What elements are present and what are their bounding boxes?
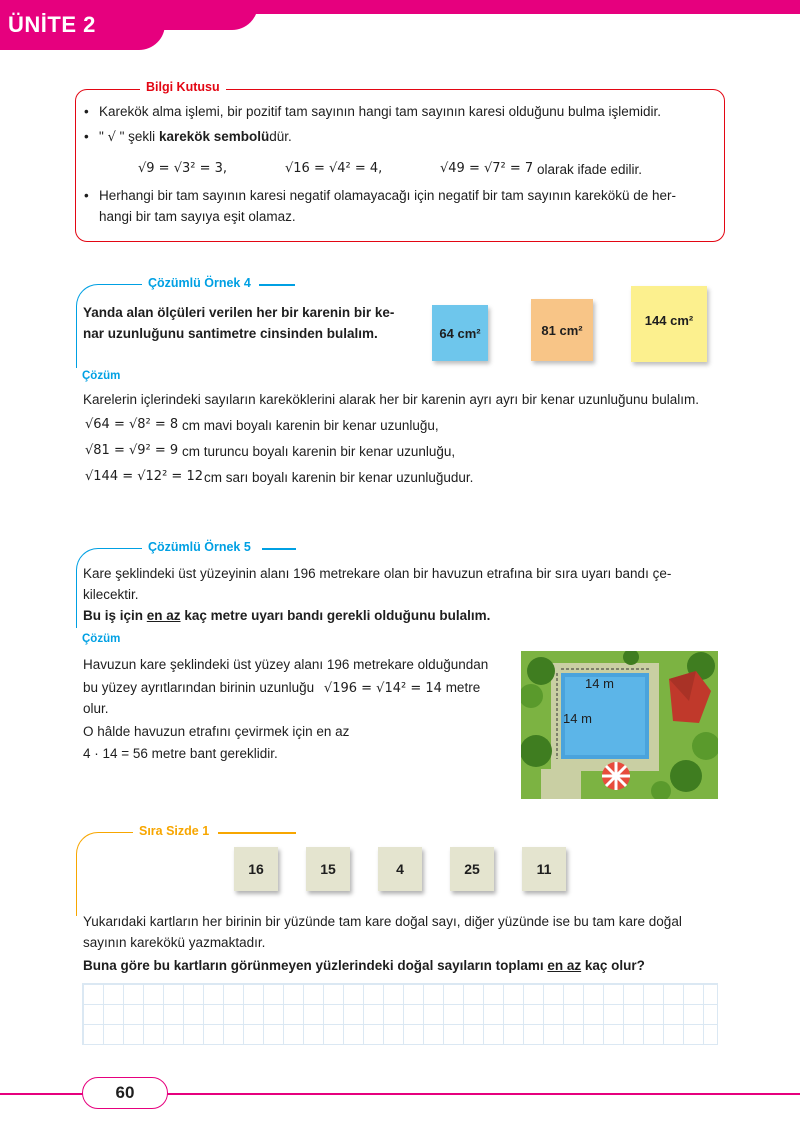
example4-question — [83, 302, 423, 344]
card-1-value: 16 — [248, 861, 264, 877]
square-81 — [531, 299, 593, 361]
footer-line-left — [0, 1093, 84, 1095]
info-bullet-3-line1: Herhangi bir tam sayının karesi negatif olamayacağı için negatif bir tam sayının karekökü de her- — [99, 188, 677, 203]
pool-svg — [521, 651, 718, 799]
info-example-2: √16 = √4² = 4, — [285, 161, 383, 176]
card-2-value: 15 — [320, 861, 336, 877]
info-example-3: √49 = √7² = 7 — [440, 161, 534, 176]
example4-step1-math: √64 = √8² = 8 — [85, 417, 179, 432]
info-bullet-1-text: Karekök alma işlemi, bir pozitif tam sayının hangi tam sayının karesi olduğunu bulma işlemidir. — [99, 104, 662, 119]
sira-sizde-title: Sıra Sizde 1 — [133, 824, 215, 838]
info-box-title: Bilgi Kutusu — [140, 80, 226, 94]
info-bullet-3: • Herhangi bir tam sayının karesi negatif olamayacağı için negatif bir tam sayının karekökü de her- hangi bir tam sayıya eşit olamaz. — [84, 188, 677, 224]
example4-step2-text: cm turuncu boyalı karenin bir kenar uzunluğu, — [182, 444, 456, 459]
example5-bold-post: kaç metre uyarı bandı gerekli olduğunu bulalım. — [184, 608, 491, 623]
card-3 — [378, 847, 422, 891]
info-bullet-3-line2: hangi bir tam sayıya eşit olamaz. — [99, 209, 296, 224]
example4-solution-label: Çözüm — [82, 370, 121, 382]
example5-solution-line4: O hâlde havuzun etrafını çevirmek için en az — [83, 724, 350, 739]
example4-title: Çözümlü Örnek 4 — [142, 276, 257, 290]
example5-bold-underlined: en az — [146, 608, 181, 623]
example5-question-line1: Kare şeklindeki üst yüzeyinin alanı 196 metrekare olan bir havuzun etrafına bir sıra uyarı bandı çe- — [83, 566, 672, 581]
sira-sizde-line1: Yukarıdaki kartların her birinin bir yüzünde tam kare doğal sayı, diğer yüzünde ise bu tam kare doğal — [83, 914, 682, 929]
example4-step1-text: cm mavi boyalı karenin bir kenar uzunluğu, — [182, 418, 439, 433]
pool-illustration — [521, 651, 718, 799]
example4-step3-math: √144 = √12² = 12 — [85, 469, 203, 484]
example5-question-bold — [83, 605, 490, 626]
square-64-label: 64 cm² — [439, 325, 481, 341]
example5-solution-label: Çözüm — [82, 633, 121, 645]
quote-open: " — [99, 129, 104, 144]
sira-sizde-line2: sayının karekökü yazmaktadır. — [83, 935, 266, 950]
info-bullet-2-bold: karekök sembolü — [158, 129, 270, 144]
info-bullet-2-post: dür. — [269, 129, 292, 144]
example4-step2-math: √81 = √9² = 9 — [85, 443, 179, 458]
info-example-1: √9 = √3² = 3, — [138, 161, 228, 176]
example5-title-tail — [262, 548, 296, 550]
square-64 — [432, 305, 488, 361]
example5-solution-line5: 4 · 14 = 56 metre bant gereklidir. — [83, 746, 278, 761]
card-5-value: 11 — [536, 861, 552, 877]
sira-sizde-curve — [76, 832, 146, 916]
example5-line2-post: metre — [445, 680, 481, 695]
card-1 — [234, 847, 278, 891]
card-4-value: 25 — [464, 861, 480, 877]
square-144-label: 144 cm² — [644, 313, 694, 328]
page-number: 60 — [115, 1083, 135, 1102]
sira-sizde-question — [83, 955, 645, 976]
sqrt-symbol: √ — [107, 130, 116, 145]
sira-sizde-q-pre: Buna göre bu kartların görünmeyen yüzlerindeki doğal sayıların toplamı — [83, 958, 544, 973]
example5-solution-line3: olur. — [83, 701, 109, 716]
example5-question-line2: kilecektir. — [83, 587, 139, 602]
square-144 — [631, 286, 707, 362]
info-bullet-2: • " √ " şekli karekök sembolüdür. — [84, 129, 292, 145]
pool-side-length: 14 m — [563, 711, 592, 726]
unit-tab-extension — [150, 0, 258, 30]
sira-sizde-q-post: kaç olur? — [584, 958, 645, 973]
example5-solution-line1: Havuzun kare şeklindeki üst yüzey alanı 196 metrekare olduğundan — [83, 657, 489, 672]
sira-sizde-title-tail — [218, 832, 296, 834]
footer-line — [166, 1093, 800, 1095]
example4-step3-text: cm sarı boyalı karenin bir kenar uzunluğudur. — [204, 470, 474, 485]
info-bullet-2-mid: " şekli — [119, 129, 156, 144]
example5-line2-math: √196 = √14² = 14 — [323, 681, 442, 696]
card-5 — [522, 847, 566, 891]
sira-sizde-paragraph — [83, 911, 723, 953]
example4-question-line1: Yanda alan ölçüleri verilen her bir karenin bir ke- — [83, 305, 395, 320]
card-3-value: 4 — [396, 861, 404, 877]
answer-grid[interactable] — [82, 983, 718, 1045]
unit-title: ÜNİTE 2 — [8, 12, 96, 37]
example5-solution-line2 — [83, 677, 513, 699]
example5-title: Çözümlü Örnek 5 — [142, 540, 257, 554]
pool-top-length: 14 m — [585, 676, 614, 691]
card-2 — [306, 847, 350, 891]
sira-sizde-q-underlined: en az — [547, 958, 582, 973]
example4-title-tail — [259, 284, 295, 286]
example5-line2-pre: bu yüzey ayrıtlarından birinin uzunluğu — [83, 680, 315, 695]
info-bullet-1: • Karekök alma işlemi, bir pozitif tam sayının hangi tam sayının karesi olduğunu bulma işlemidir. — [84, 104, 662, 119]
example4-solution-intro: Karelerin içlerindeki sayıların kareköklerini alarak her bir karenin ayrı ayrı bir kenar uzunluğunu bulalım. — [83, 392, 700, 407]
square-81-label: 81 cm² — [541, 322, 583, 338]
info-example-tail: olarak ifade edilir. — [537, 162, 643, 177]
example5-question — [83, 563, 723, 605]
card-4 — [450, 847, 494, 891]
example5-bold-pre: Bu iş için — [83, 608, 144, 623]
example4-question-line2: nar uzunluğunu santimetre cinsinden bulalım. — [83, 326, 378, 341]
